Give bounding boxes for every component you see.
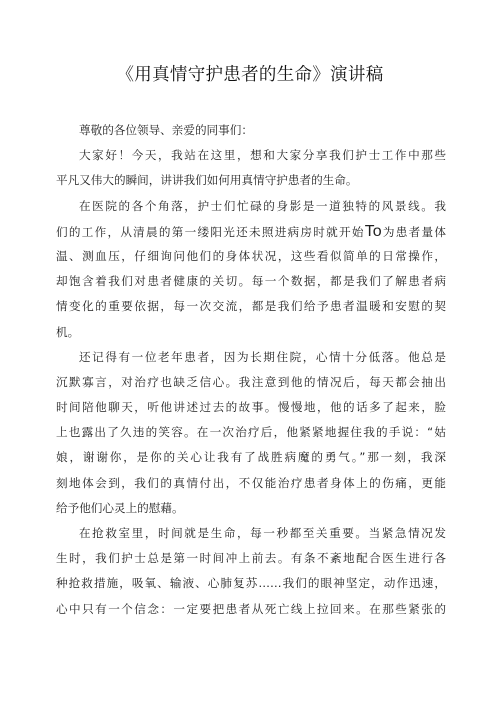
paragraph-line-mixed [56, 219, 446, 244]
paragraph-line: 大家好！今天，我站在这里，想和大家分享我们护士工作中那些 [79, 148, 446, 163]
document-title: 《用真情守护患者的生命》演讲稿 [116, 65, 384, 85]
paragraph-line-part: 们的工作，从清晨的第一缕阳光还未照进病房时就开始 [56, 224, 365, 239]
inline-english-word: To [364, 222, 382, 240]
paragraph-line: 在抢救室里，时间就是生命，每一秒都至关重要。当紧急情况发 [79, 526, 446, 540]
paragraph-line: 生时，我们护士总是第一时间冲上前去。有条不紊地配合医生进行各 [56, 551, 446, 566]
paragraph-line: 平凡又伟大的瞬间，讲讲我们如何用真情守护患者的生命。 [56, 173, 358, 188]
paragraph-line: 在医院的各个角落，护士们忙碌的身影是一道独特的风景线。我 [79, 198, 446, 213]
paragraph-line: 沉默寡言，对治疗也缺乏信心。我注意到他的情况后，每天都会抽出 [56, 374, 446, 389]
paragraph-line: 给予他们心灵上的慰藉。 [56, 500, 184, 515]
paragraph-line: 刻地体会到，我们的真情付出，不仅能治疗患者身体上的伤痛，更能 [56, 475, 446, 490]
paragraph-line-part: 为患者量体 [381, 224, 446, 239]
paragraph-line: 心中只有一个信念：一定要把患者从死亡线上拉回来。在那些紧张的 [56, 601, 446, 616]
document-body [56, 118, 446, 622]
greeting-line: 尊敬的各位领导、亲爱的同事们： [79, 123, 253, 137]
paragraph-line: 机。 [56, 324, 80, 339]
paragraph-line: 上也露出了久违的笑容。在一次治疗后，他紧紧地握住我的手说：“姑 [56, 425, 446, 440]
paragraph-line: 时间陪他聊天，听他讲述过去的故事。慢慢地，他的话多了起来，脸 [56, 400, 446, 415]
paragraph-line: 还记得有一位老年患者，因为长期住院，心情十分低落。他总是 [79, 349, 446, 364]
paragraph-line: 情变化的重要依据，每一次交流，都是我们给予患者温暖和安慰的契 [56, 299, 446, 314]
paragraph-line: 娘，谢谢你，是你的关心让我有了战胜病魔的勇气。”那一刻，我深 [56, 450, 446, 465]
paragraph-line: 种抢救措施，吸氧、输液、心肺复苏……我们的眼神坚定，动作迅速， [56, 576, 446, 591]
paragraph-line: 却饱含着我们对患者健康的关切。每一个数据，都是我们了解患者病 [56, 274, 446, 289]
paragraph-line: 温、测血压，仔细询问他们的身体状况，这些看似简单的日常操作， [56, 248, 446, 263]
